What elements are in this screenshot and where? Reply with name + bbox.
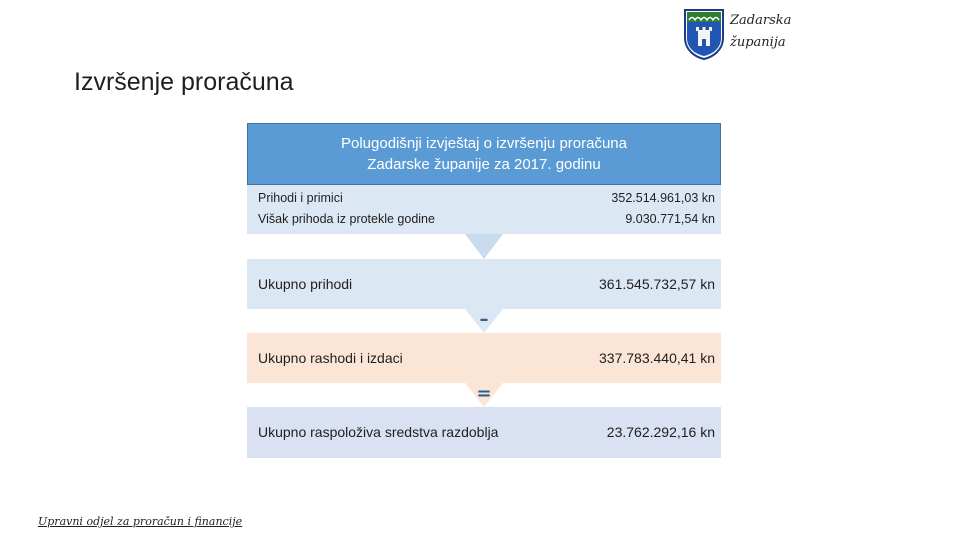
revenue-details-row <box>247 185 721 234</box>
available-funds-label: Ukupno raspoloživa sredstva razdoblja <box>258 424 499 440</box>
equals-sign-icon: = <box>476 383 492 404</box>
logo-text <box>730 10 791 54</box>
minus-sign-icon: – <box>479 309 489 330</box>
logo-text-line1: Zadarska <box>730 13 792 28</box>
coat-of-arms-logo <box>683 8 725 60</box>
available-funds-amount: 23.762.292,16 kn <box>606 424 715 440</box>
total-expense-amount: 337.783.440,41 kn <box>599 350 715 366</box>
footer-department-link[interactable]: Upravni odjel za proračun i financije <box>38 515 243 528</box>
logo-text-line2: županija <box>730 35 786 50</box>
report-header-line2: Zadarske županije za 2017. godinu <box>367 156 601 173</box>
surplus-label: Višak prihoda iz protekle godine <box>258 212 435 226</box>
revenue-amount: 352.514.961,03 kn <box>611 191 715 205</box>
available-funds-row <box>247 407 721 458</box>
page-title: Izvršenje proračuna <box>74 68 294 96</box>
report-header-line1: Polugodišnji izvještaj o izvršenju proračuna <box>341 135 627 152</box>
total-income-amount: 361.545.732,57 kn <box>599 276 715 292</box>
surplus-amount: 9.030.771,54 kn <box>625 212 715 226</box>
total-expense-label: Ukupno rashodi i izdaci <box>258 350 403 366</box>
report-header-box <box>247 123 721 185</box>
total-expense-row <box>247 333 721 383</box>
revenue-label: Prihodi i primici <box>258 191 343 205</box>
total-income-label: Ukupno prihodi <box>258 276 353 292</box>
total-income-row <box>247 259 721 309</box>
down-arrow-icon <box>465 234 503 259</box>
